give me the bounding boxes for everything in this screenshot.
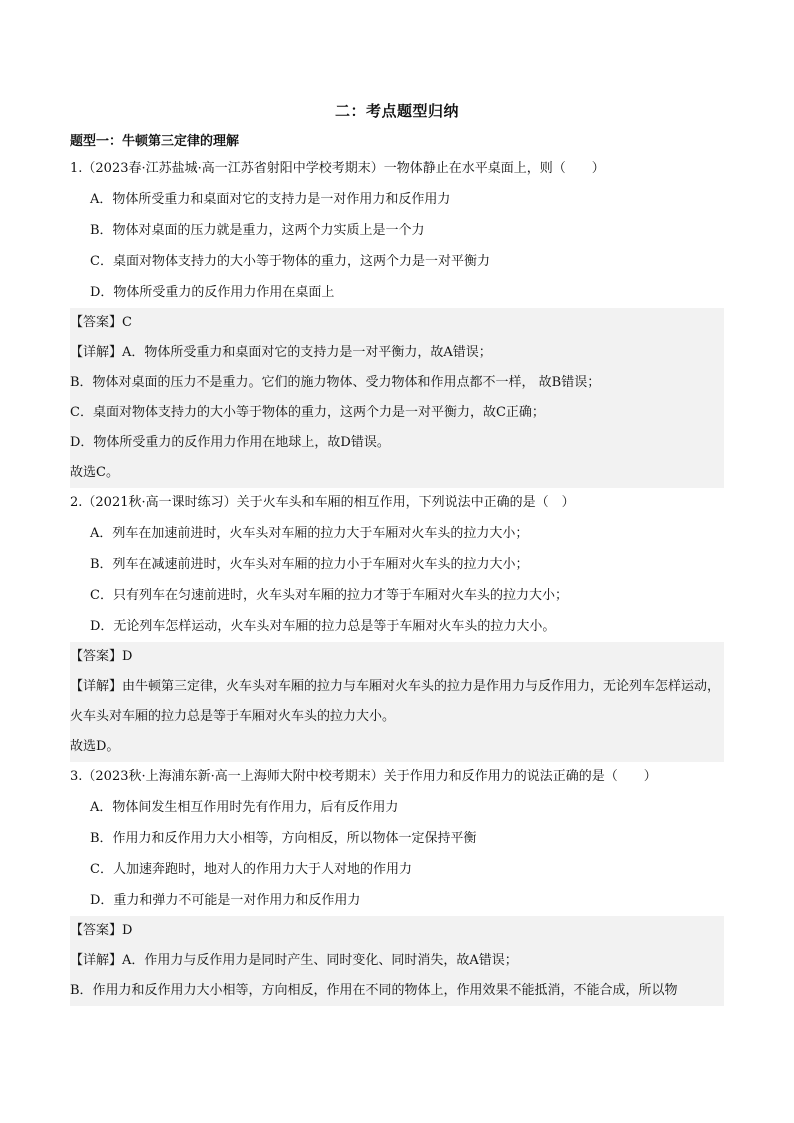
option-d: D．重力和弹力不可能是一对作用力和反作用力: [90, 893, 361, 908]
detail-label: 【详解】: [70, 345, 123, 360]
answer-value: D: [122, 923, 133, 938]
detail-line: 故选C。: [70, 465, 119, 480]
content-body: [70, 130, 724, 1006]
answer-line: [70, 308, 724, 338]
answer-label: 【答案】: [70, 923, 123, 938]
option-c: C．只有列车在匀速前进时，火车头对车厢的拉力才等于车厢对火车头的拉力大小；: [90, 588, 568, 603]
question-stem: 3.（2023秋·上海浦东新·高一上海师大附中校考期末）关于作用力和反作用力的说法正确的是（ ）: [70, 769, 657, 784]
detail-text: 由牛顿第三定律，火车头对车厢的拉力与车厢对火车头的拉力是作用力与反作用力，无论列车怎样运动，火车头对车厢的拉力总是等于车厢对火车头的拉力大小。: [70, 679, 721, 724]
answer-value: C: [122, 315, 132, 330]
answer-label: 【答案】: [70, 315, 123, 330]
option-b: B．物体对桌面的压力就是重力，这两个力实质上是一个力: [90, 223, 425, 238]
answer-value: D: [122, 649, 133, 664]
question-1: [70, 154, 724, 488]
option-a: A．物体间发生相互作用时先有作用力，后有反作用力: [90, 800, 399, 815]
option-d: D．物体所受重力的反作用力作用在桌面上: [90, 285, 335, 300]
detail-line: D．物体所受重力的反作用力作用在地球上，故D错误。: [70, 435, 390, 450]
option-b: B．列车在减速前进时，火车头对车厢的拉力小于车厢对火车头的拉力大小；: [90, 557, 529, 572]
answer-block: [70, 642, 724, 762]
option-d: D．无论列车怎样运动，火车头对车厢的拉力总是等于车厢对火车头的拉力大小。: [90, 619, 556, 634]
question-stem: 1.（2023春·江苏盐城·高一江苏省射阳中学校考期末）一物体静止在水平桌面上，则（ ）: [70, 161, 605, 176]
option-b: B．作用力和反作用力大小相等，方向相反，所以物体一定保持平衡: [90, 831, 477, 846]
answer-label: 【答案】: [70, 649, 123, 664]
detail-text: A．作用力与反作用力是同时产生、同时变化、同时消失，故A错误；: [122, 953, 518, 968]
detail-line: C．桌面对物体支持力的大小等于物体的重力，这两个力是一对平衡力，故C正确；: [70, 405, 545, 420]
page-title: 二：考点题型归纳: [334, 102, 459, 120]
question-3: [70, 762, 724, 1006]
detail-label: 【详解】: [70, 679, 123, 694]
question-2: [70, 488, 724, 762]
answer-block: [70, 308, 724, 488]
answer-block: [70, 916, 724, 1006]
detail-line: B．物体对桌面的压力不是重力。它们的施力物体、受力物体和作用点都不一样， 故B错误；: [70, 375, 601, 390]
answer-line: [70, 642, 724, 672]
detail-line: [70, 338, 724, 368]
option-a: A．物体所受重力和桌面对它的支持力是一对作用力和反作用力: [90, 192, 451, 207]
detail-text: A．物体所受重力和桌面对它的支持力是一对平衡力，故A错误；: [122, 345, 492, 360]
detail-line: B．作用力和反作用力大小相等，方向相反，作用在不同的物体上，作用效果不能抵消，不能合成，所以物: [70, 983, 678, 998]
answer-line: [70, 916, 724, 946]
detail-line: [70, 672, 724, 732]
detail-line: 故选D。: [70, 739, 120, 754]
section-heading: 题型一：牛顿第三定律的理解: [70, 134, 240, 149]
option-a: A．列车在加速前进时，火车头对车厢的拉力大于车厢对火车头的拉力大小；: [90, 526, 529, 541]
detail-line: [70, 946, 724, 976]
detail-label: 【详解】: [70, 953, 123, 968]
question-stem: 2.（2021秋·高一课时练习）关于火车头和车厢的相互作用，下列说法中正确的是（ ）: [70, 495, 575, 510]
option-c: C．桌面对物体支持力的大小等于物体的重力，这两个力是一对平衡力: [90, 254, 490, 269]
option-c: C．人加速奔跑时，地对人的作用力大于人对地的作用力: [90, 862, 412, 877]
